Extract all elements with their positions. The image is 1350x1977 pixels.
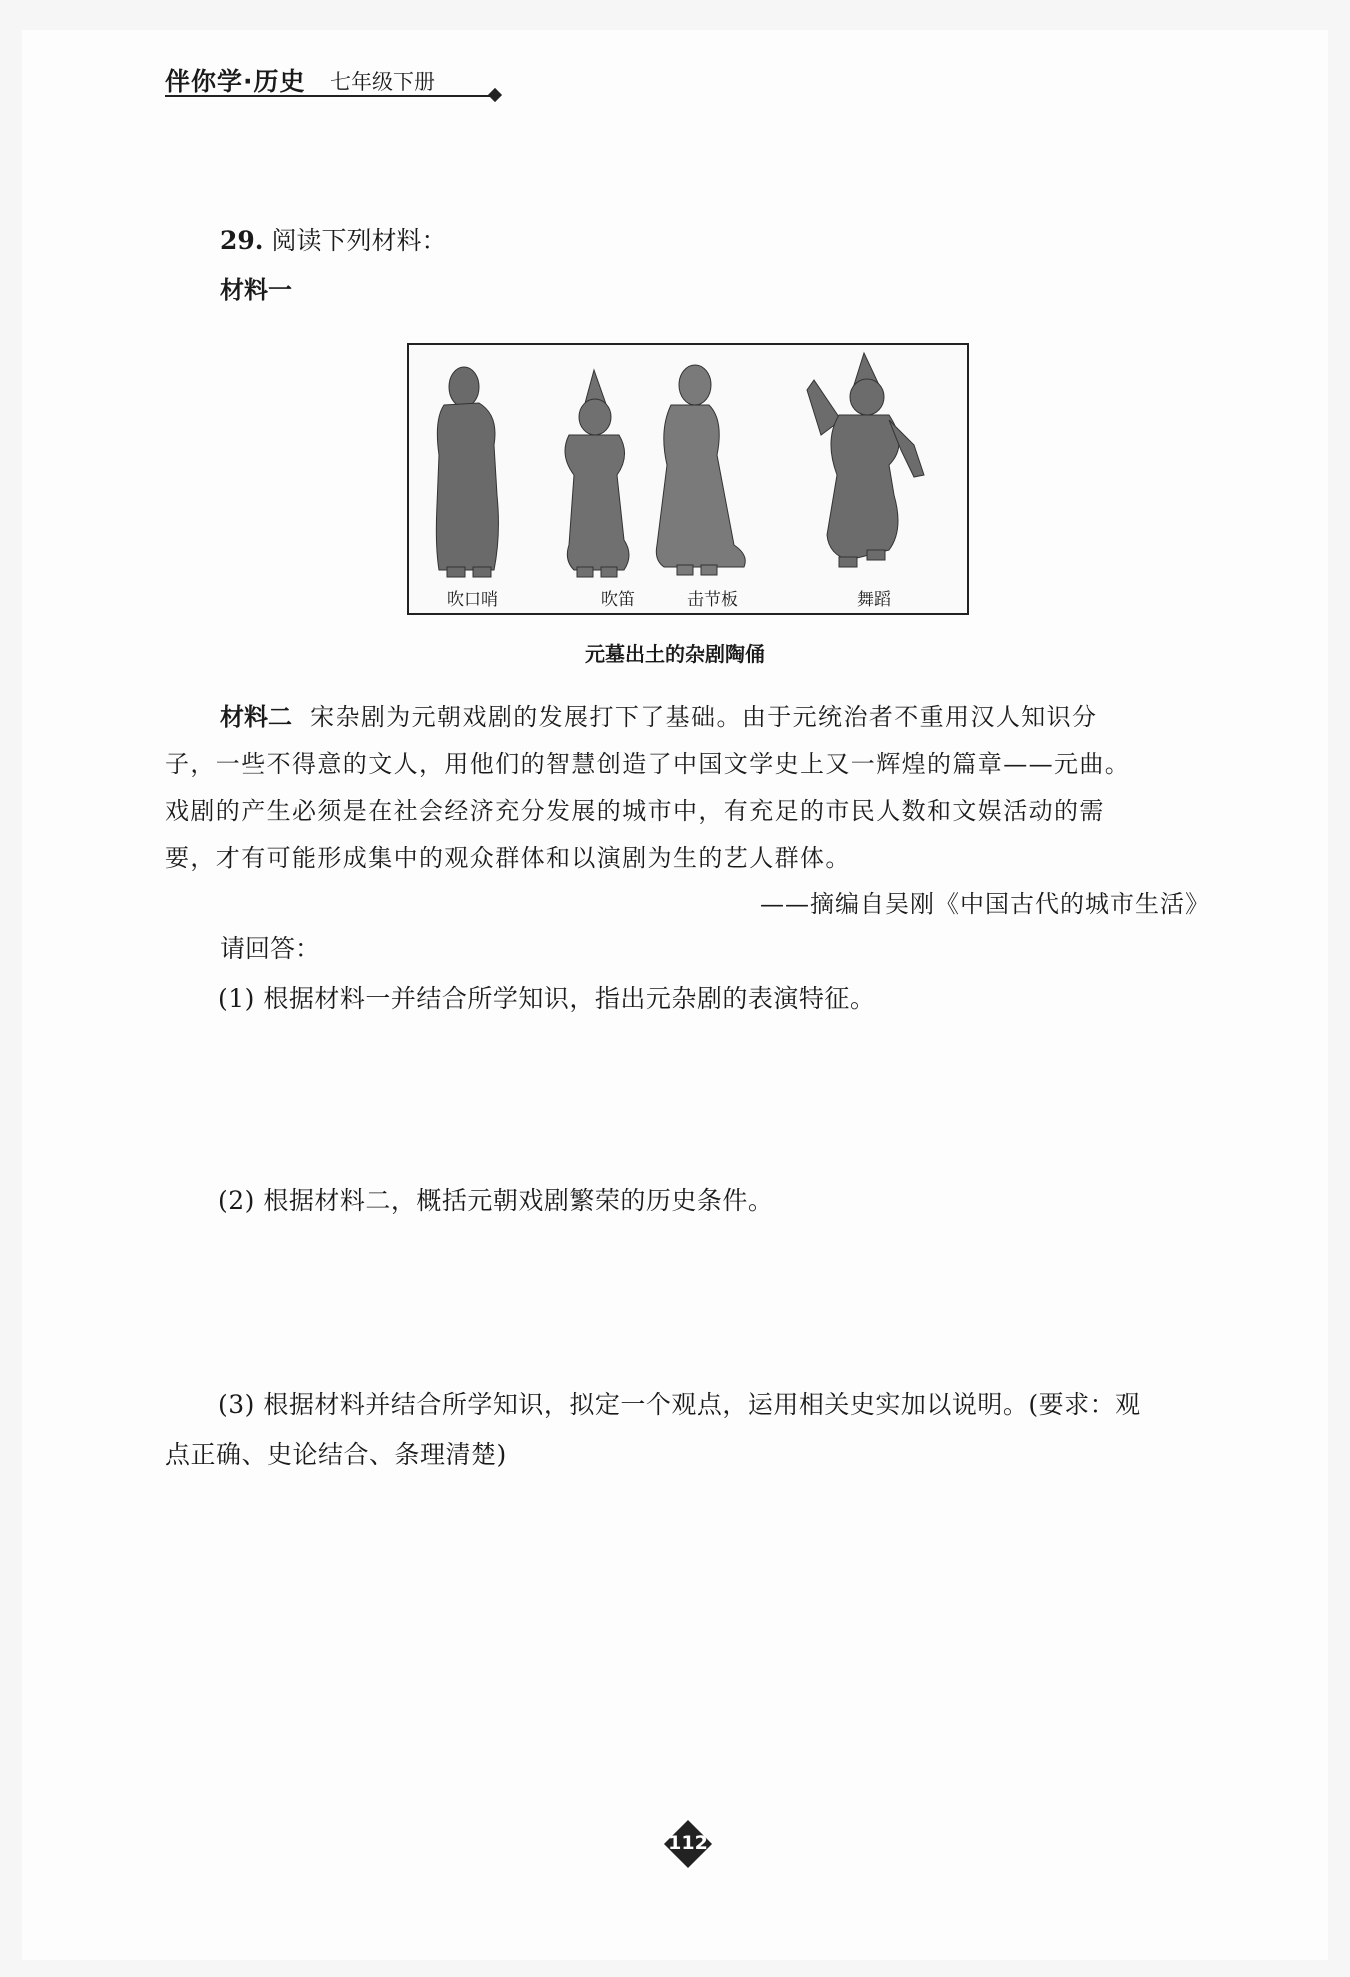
figure-label-flute: 吹笛 — [601, 590, 635, 610]
question-intro — [220, 226, 446, 256]
material2-label: 材料二 — [220, 703, 292, 731]
answer-prompt: 请回答： — [220, 934, 321, 963]
material2-line-2: 子，一些不得意的文人，用他们的智慧创造了中国文学史上又一辉煌的篇章——元曲。 — [165, 750, 1131, 778]
header-diamond-icon — [488, 88, 502, 102]
figure-label-whistling: 吹口哨 — [447, 590, 498, 610]
figurine-whistling — [436, 367, 498, 577]
material2-line-4: 要，才有可能形成集中的观众群体和以演剧为生的艺人群体。 — [165, 844, 851, 872]
figurines-photo — [407, 343, 969, 615]
material1-label: 材料一 — [220, 276, 292, 304]
sub-question-3-line-2: 点正确、史论结合、条理清楚) — [165, 1440, 507, 1469]
figure-caption: 元墓出土的杂剧陶俑 — [585, 642, 765, 666]
page-number: 112 — [668, 1832, 708, 1854]
figurine-dancing — [807, 353, 924, 567]
question-number: 29. — [220, 226, 264, 255]
page-number-badge — [665, 1821, 711, 1867]
sub-question-2: (2) 根据材料二，概括元朝戏剧繁荣的历史条件。 — [218, 1186, 774, 1215]
material2-line-1-text: 宋杂剧为元朝戏剧的发展打下了基础。由于元统治者不重用汉人知识分 — [310, 703, 1098, 731]
figure-label-dancing: 舞蹈 — [857, 590, 891, 610]
material2-line-3: 戏剧的产生必须是在社会经济充分发展的城市中，有充足的市民人数和文娱活动的需 — [165, 797, 1105, 825]
sub-question-3-line-1: (3) 根据材料并结合所学知识，拟定一个观点，运用相关史实加以说明。(要求：观 — [218, 1390, 1141, 1419]
figurines-illustration — [409, 345, 967, 613]
figure-label-clapper: 击节板 — [687, 590, 738, 610]
material2-paragraph — [165, 694, 1210, 882]
material2-line-1 — [165, 694, 1210, 741]
running-header — [165, 62, 500, 102]
figurine-flute — [565, 370, 629, 577]
series-title: 伴你学·历史 — [165, 67, 306, 96]
material2-source: ——摘编自吴刚《中国古代的城市生活》 — [760, 890, 1210, 918]
figurine-clapper — [656, 365, 745, 575]
sub-question-1: (1) 根据材料一并结合所学知识，指出元杂剧的表演特征。 — [218, 984, 876, 1013]
question-intro-text: 阅读下列材料： — [271, 226, 447, 255]
header-rule — [165, 95, 490, 97]
grade-label: 七年级下册 — [330, 70, 435, 94]
